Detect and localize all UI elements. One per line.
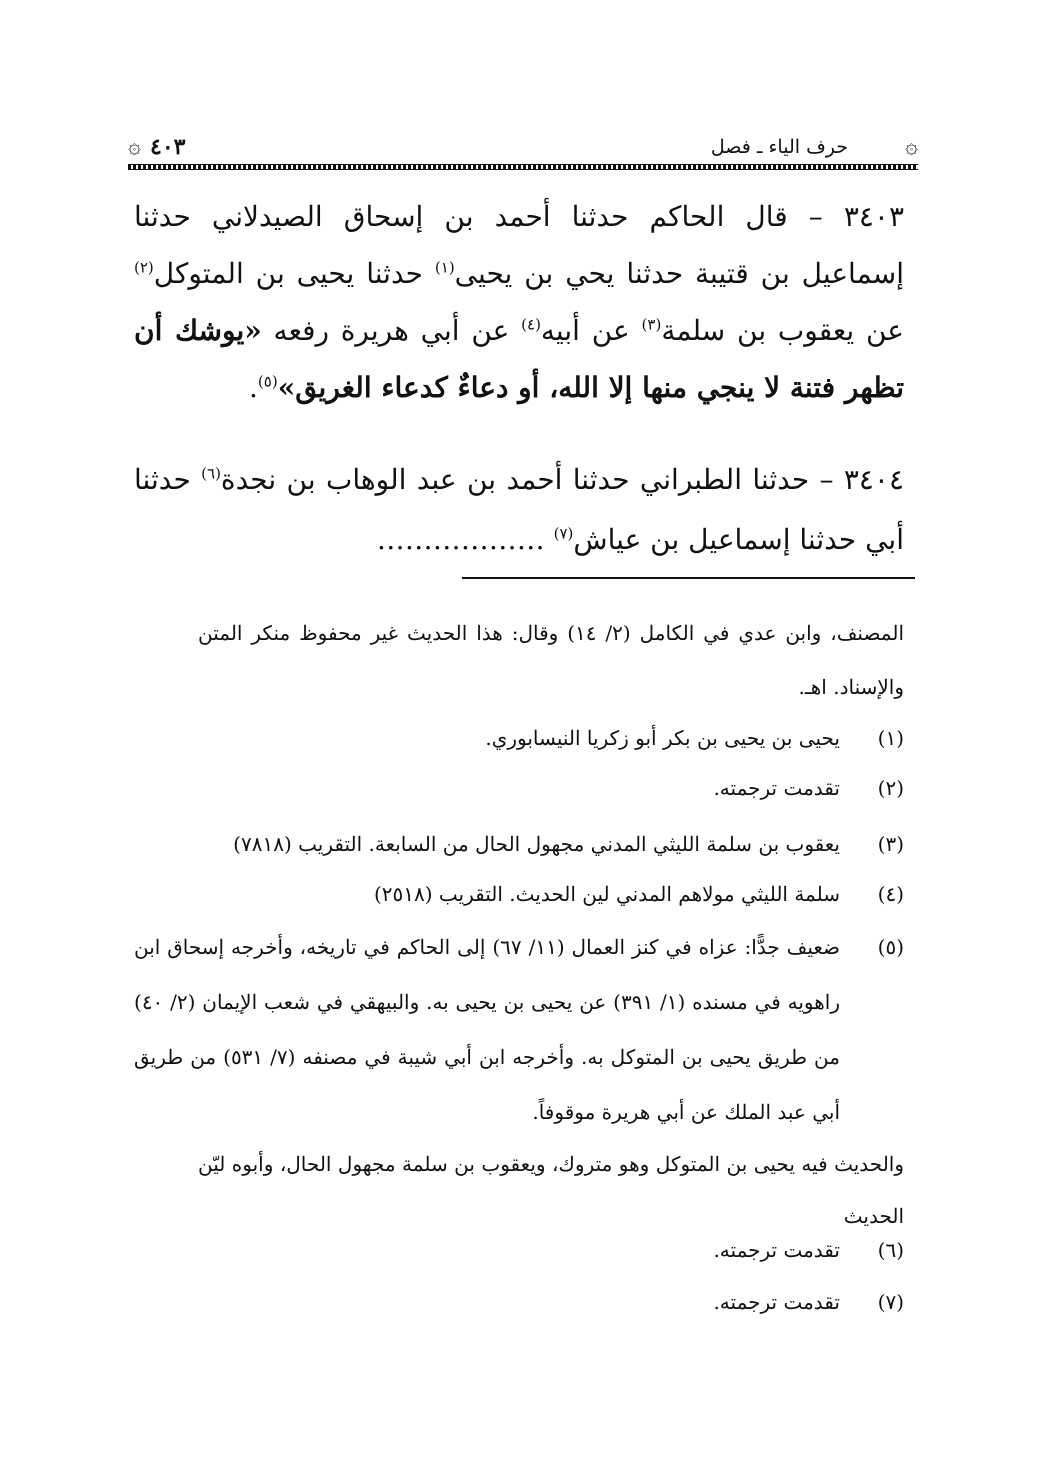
footnote-separator: [462, 577, 915, 579]
ornament-right-icon: ۞: [905, 134, 918, 159]
footnote-text: تقدمت ترجمته.: [713, 776, 840, 800]
entry-text: عن أبي هريرة رفعه: [261, 314, 522, 347]
footnote-4: [134, 868, 904, 920]
footnote-ref: (٣): [641, 315, 662, 334]
footnote-text: يحيى بن يحيى بن بكر أبو زكريا النيسابوري.: [485, 726, 840, 750]
entry-text: عن يعقوب بن سلمة: [661, 314, 904, 347]
footnote-text: ضعيف جدًّا: عزاه في كنز العمال (١١/ ٦٧) إلى الحاكم في تاريخه، وأخرجه إسحاق ابن راهويه في مسنده (١/ ٣٩١) عن يحيى بن يحيى به. والبيهقي في شعب الإيمان (٢/ ٤٠) من طريق يحيى بن المتوكل به. وأخرجه ابن أبي شيبة في مصنفه (٧/ ٥٣١) من طريق أبي عبد الملك عن أبي هريرة موقوفاً.: [134, 935, 841, 1124]
running-title: حرف الياء ـ فصل: [710, 136, 848, 158]
hadith-entry-3404: [134, 450, 904, 570]
footnote-text: سلمة الليثي مولاهم المدني لين الحديث. التقريب (٢٥١٨): [373, 882, 840, 906]
footnote-number: (٢): [877, 776, 904, 800]
ornament-left-icon: ۞: [128, 134, 141, 159]
footnote-number: (٥): [877, 935, 904, 959]
footnote-ref: (٤): [521, 315, 541, 334]
header-rule: [128, 164, 918, 170]
footnote-text: تقدمت ترجمته.: [713, 1290, 840, 1314]
footnote-2: [134, 762, 904, 814]
footnote-ref: (٧): [553, 524, 574, 543]
entry-text: حدثنا يحيى بن المتوكل: [153, 257, 435, 290]
entry-text: حدثنا أبي حدثنا إسماعيل بن عياش: [134, 463, 904, 556]
entry-text: ٣٤٠٤ – حدثنا الطبراني حدثنا أحمد بن عبد الوهاب بن نجدة: [220, 463, 904, 496]
footnote-ref: (٦): [201, 464, 221, 483]
footnote-continuation: المصنف، وابن عدي في الكامل (٢/ ١٤) وقال: هذا الحديث غير محفوظ منكر المتن والإسناد. اهـ.: [198, 621, 904, 699]
footnote-number: (٣): [877, 832, 904, 856]
hadith-text-bold: «يوشك أن تظهر فتنة لا ينجي منها إلا الله، أو دعاءٌ كدعاء الغريق»: [134, 314, 904, 404]
footnote-7: [134, 1276, 904, 1328]
footnote-note-text: والحديث فيه يحيى بن المتوكل وهو متروك، ويعقوب بن سلمة مجهول الحال، وأبوه ليّن الحديث: [198, 1152, 905, 1228]
running-header: [128, 132, 918, 172]
footnote-ref: (٥): [257, 372, 278, 391]
entry-text: عن أبيه: [540, 314, 642, 347]
footnote-ref: (٢): [134, 258, 154, 277]
footnote-5: [134, 920, 904, 1140]
footnote-number: (٧): [877, 1290, 904, 1314]
entry-text: ………………: [376, 523, 554, 556]
footnote-3: [134, 818, 904, 870]
footnote-text: تقدمت ترجمته.: [713, 1238, 840, 1262]
footnote-number: (٦): [877, 1238, 904, 1262]
footnote-6: [134, 1224, 904, 1276]
footnote-text: يعقوب بن سلمة الليثي المدني مجهول الحال من السابعة. التقريب (٧٨١٨): [233, 832, 840, 856]
footnote-number: (١): [877, 726, 904, 750]
footnote-ref: (١): [434, 258, 455, 277]
entry-text: .: [249, 371, 258, 404]
page-number: ٤٠٣: [150, 134, 186, 160]
entry-text: ٣٤٠٣ – قال الحاكم حدثنا أحمد بن إسحاق الصيدلاني حدثنا إسماعيل بن قتيبة حدثنا يحي بن يحيى: [134, 200, 905, 290]
footnote-number: (٤): [877, 882, 904, 906]
footnote-1: [134, 712, 904, 764]
hadith-entry-3403: [134, 188, 904, 416]
